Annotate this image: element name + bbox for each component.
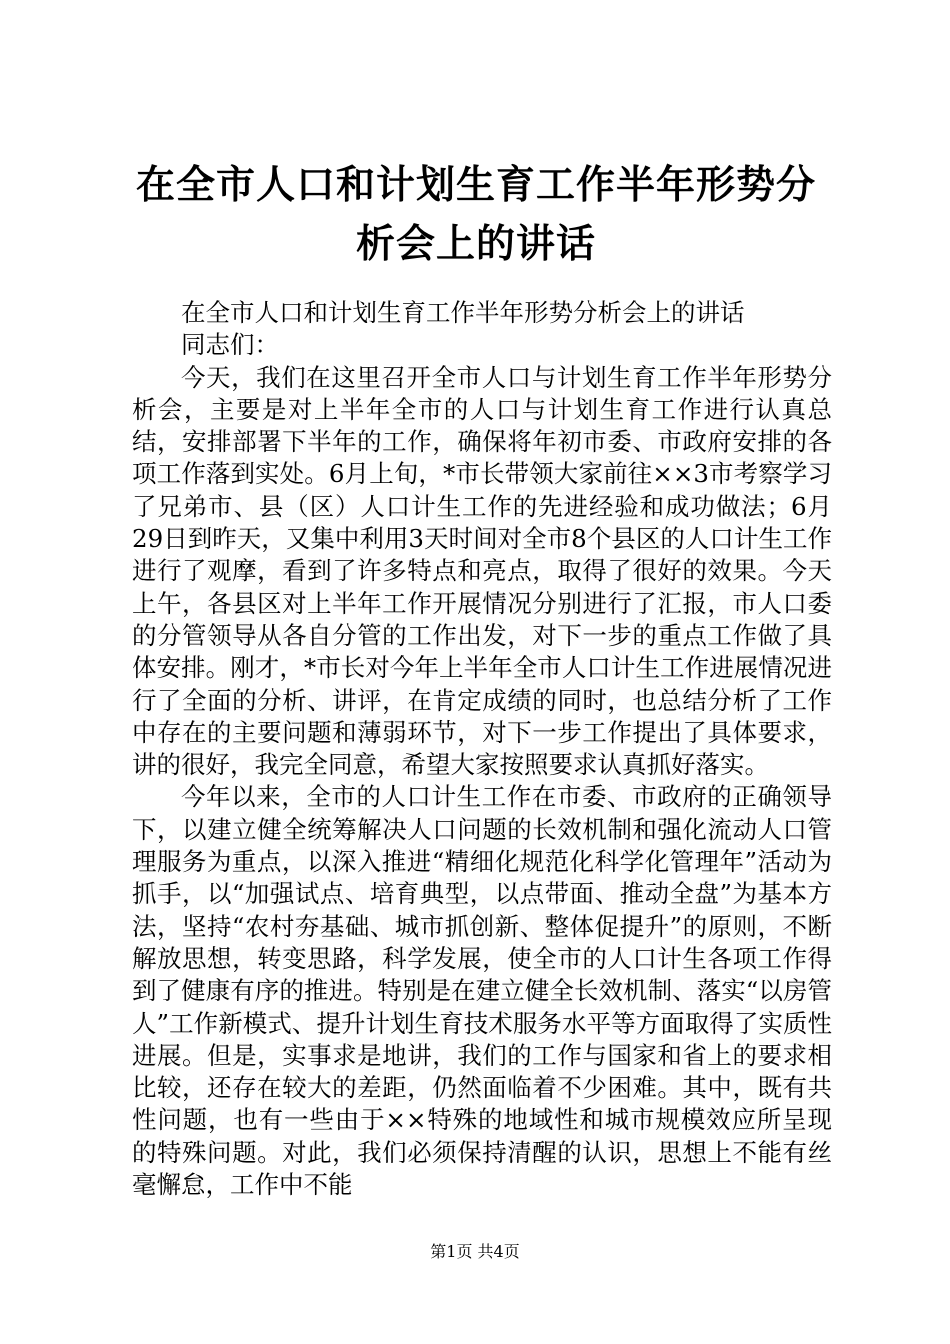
document-subtitle: 在全市人口和计划生育工作半年形势分析会上的讲话	[181, 298, 745, 327]
paragraph-1: 今天，我们在这里召开全市人口与计划生育工作半年形势分析会，主要是对上半年全市的人口与计划生育工作进行认真总结，安排部署下半年的工作，确保将年初市委、市政府安排的各项工作落到实处。6月上旬，*市长带领大家前往××3市考察学习了兄弟市、县（区）人口计生工作的先进经验和成功做法；6月29日到昨天，又集中利用3天时间对全市8个县区的人口计生工作进行了观摩，看到了许多特点和亮点，取得了很好的效果。今天上午，各县区对上半年工作开展情况分别进行了汇报，市人口委的分管领导从各自分管的工作出发，对下一步的重点工作做了具体安排。刚才，*市长对今年上半年全市人口计生工作进展情况进行了全面的分析、讲评，在肯定成绩的同时，也总结分析了工作中存在的主要问题和薄弱环节，对下一步工作提出了具体要求，讲的很好，我完全同意，希望大家按照要求认真抓好落实。	[132, 362, 832, 780]
document-body	[132, 297, 832, 1201]
paragraph-2: 今年以来，全市的人口计生工作在市委、市政府的正确领导下，以建立健全统筹解决人口问题的长效机制和强化流动人口管理服务为重点，以深入推进“精细化规范化科学化管理年”活动为抓手，以“加强试点、培育典型，以点带面、推动全盘”为基本方法，坚持“农村夯基础、城市抓创新、整体促提升”的原则，不断解放思想，转变思路，科学发展，使全市的人口计生各项工作得到了健康有序的推进。特别是在建立健全长效机制、落实“以房管人”工作新模式、提升计划生育技术服务水平等方面取得了实质性进展。但是，实事求是地讲，我们的工作与国家和省上的要求相比较，还存在较大的差距，仍然面临着不少困难。其中，既有共性问题，也有一些由于××特殊的地域性和城市规模效应所呈现的特殊问题。对此，我们必须保持清醒的认识，思想上不能有丝毫懈怠，工作中不能	[132, 782, 832, 1200]
page-number-footer: 第1页 共4页	[430, 1242, 520, 1261]
salutation: 同志们：	[181, 330, 279, 360]
document-title: 在全市人口和计划生育工作半年形势分析会上的讲话	[135, 163, 816, 267]
